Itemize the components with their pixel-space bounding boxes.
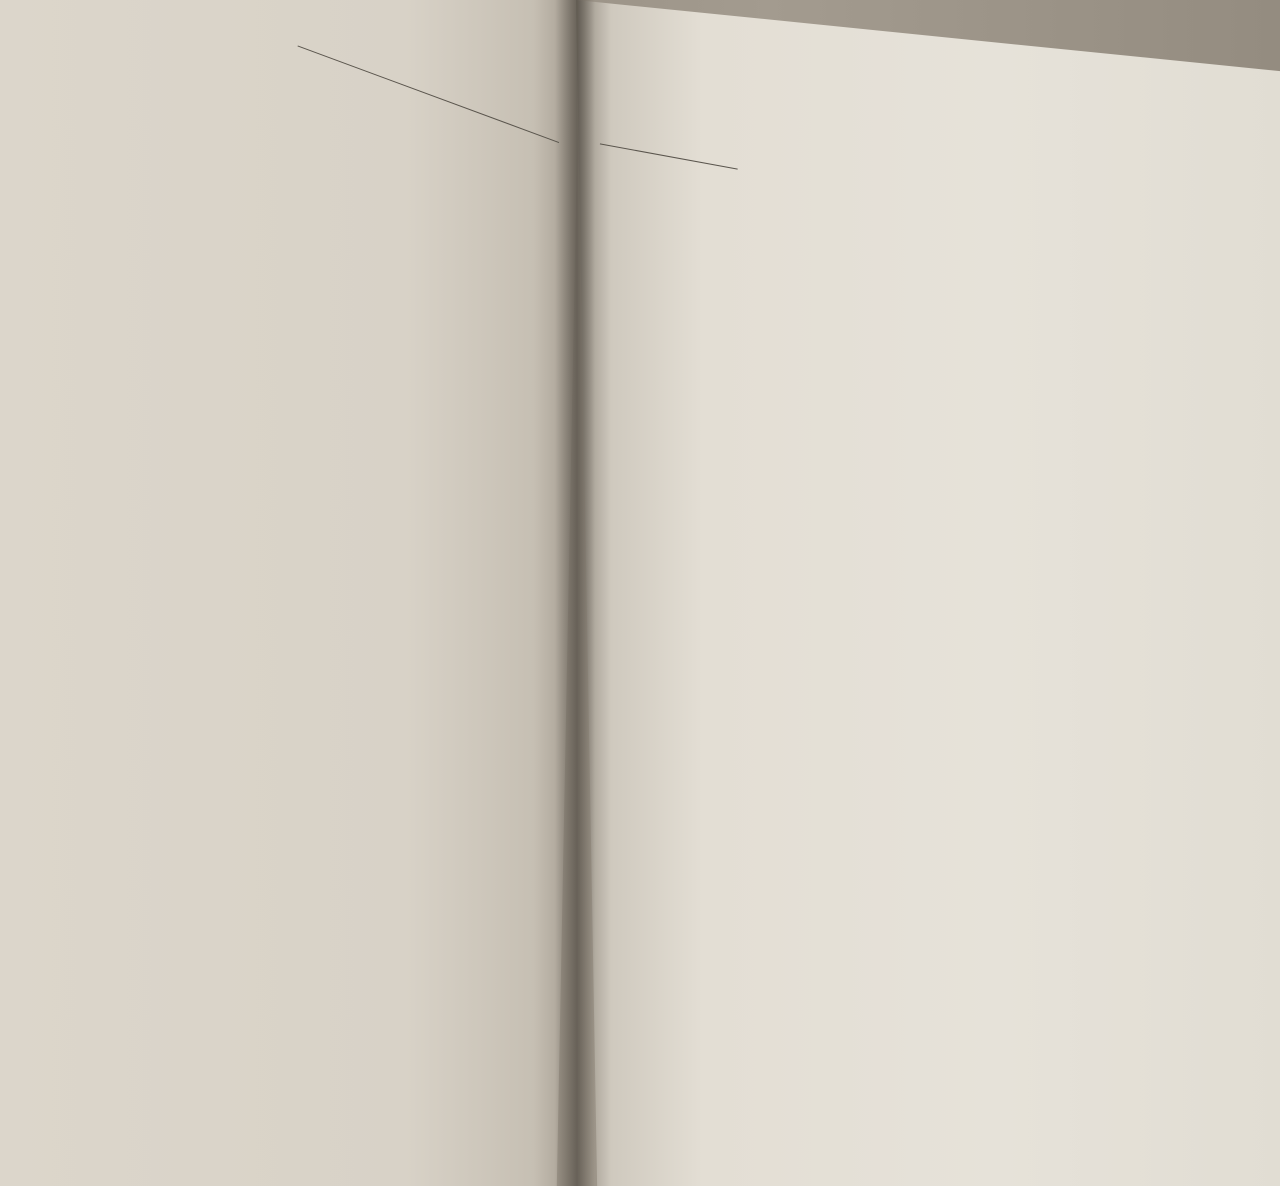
paragraph-2-first-line [30, 337, 45, 363]
left-page-content [0, 0, 580, 25]
paragraph-5 [0, 0, 580, 25]
quote-block [0, 0, 580, 25]
paragraph-2 [0, 0, 580, 25]
paragraph-3 [0, 0, 580, 25]
right-page [576, 0, 1280, 1186]
head-rule-left [298, 45, 560, 143]
paragraph-2-first-text [43, 339, 44, 363]
paragraph-2-label [30, 338, 31, 362]
left-page [0, 0, 580, 1186]
head-rule-right [600, 143, 738, 169]
paragraph-1 [0, 0, 580, 25]
book-gutter-shadow [555, 0, 595, 1186]
